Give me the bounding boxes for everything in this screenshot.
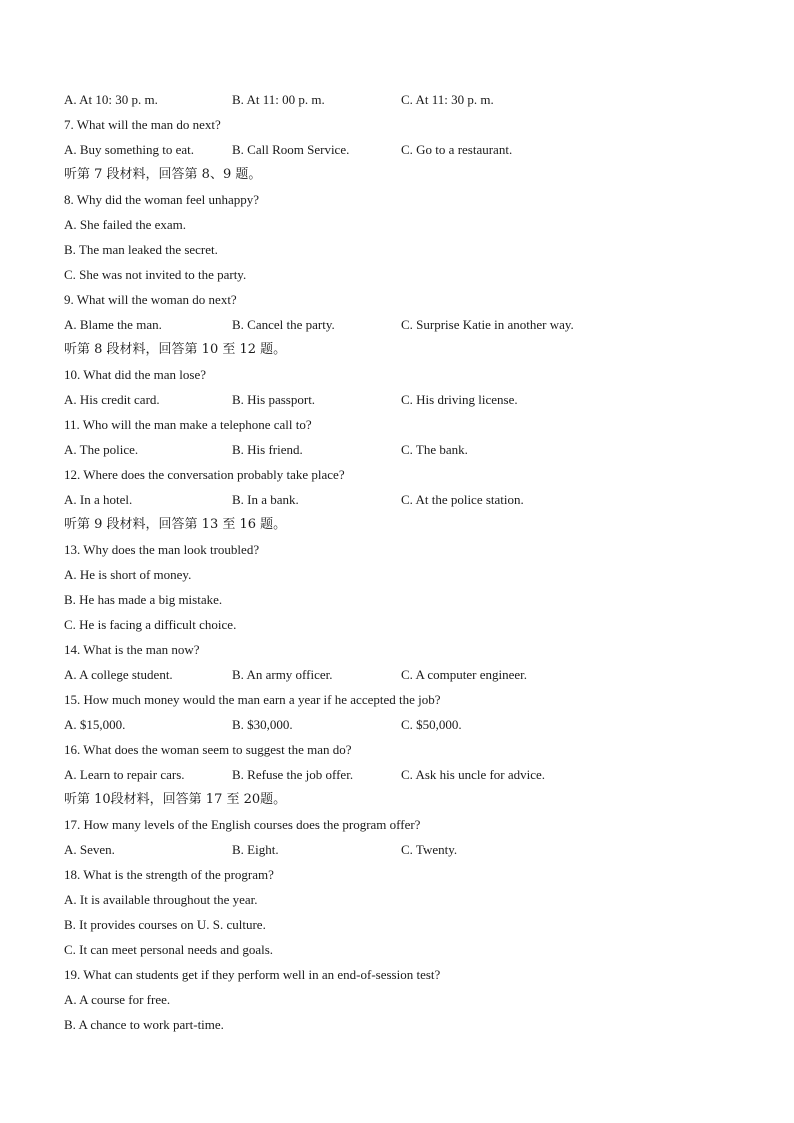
- answer-option: A. $15,000.: [64, 717, 126, 732]
- answer-option: B. At 11: 00 p. m.: [232, 92, 325, 107]
- section-instruction: 听第 10段材料，回答第 17 至 20题。: [64, 792, 287, 807]
- question-text: 19. What can students get if they perform well in an end-of-session test?: [64, 967, 441, 982]
- answer-option: A. In a hotel.: [64, 492, 133, 507]
- answer-option: C. Surprise Katie in another way.: [401, 317, 574, 332]
- answer-option: B. Call Room Service.: [232, 142, 350, 157]
- answer-option: A. Blame the man.: [64, 317, 162, 332]
- answer-option: B. He has made a big mistake.: [64, 592, 223, 607]
- answer-option: C. Go to a restaurant.: [401, 142, 513, 157]
- answer-option: A. A course for free.: [64, 992, 171, 1007]
- section-instruction: 听第 8 段材料，回答第 10 至 12 题。: [64, 342, 287, 357]
- question-text: 11. Who will the man make a telephone call to?: [64, 417, 312, 432]
- answer-option: C. The bank.: [401, 442, 468, 457]
- question-text: 14. What is the man now?: [64, 642, 200, 657]
- answer-option: A. His credit card.: [64, 392, 160, 407]
- answer-option: A. She failed the exam.: [64, 217, 187, 232]
- question-text: 12. Where does the conversation probably take place?: [64, 467, 345, 482]
- question-text: 8. Why did the woman feel unhappy?: [64, 192, 260, 207]
- answer-option: B. It provides courses on U. S. culture.: [64, 917, 266, 932]
- question-text: 16. What does the woman seem to suggest the man do?: [64, 742, 352, 757]
- answer-option: C. Twenty.: [401, 842, 458, 857]
- answer-option: B. Cancel the party.: [232, 317, 335, 332]
- answer-option: B. His passport.: [232, 392, 316, 407]
- answer-option: C. He is facing a difficult choice.: [64, 617, 237, 632]
- option-row: [64, 440, 744, 465]
- question-text: 9. What will the woman do next?: [64, 292, 237, 307]
- option-row: [64, 140, 744, 165]
- answer-option: A. Learn to repair cars.: [64, 767, 185, 782]
- answer-option: C. At 11: 30 p. m.: [401, 92, 494, 107]
- answer-option: B. Eight.: [232, 842, 279, 857]
- answer-option: A. At 10: 30 p. m.: [64, 92, 158, 107]
- answer-option: C. $50,000.: [401, 717, 462, 732]
- option-row: [64, 665, 744, 690]
- option-row: [64, 90, 744, 115]
- listening-questions: [64, 90, 744, 1040]
- question-text: 15. How much money would the man earn a year if he accepted the job?: [64, 692, 441, 707]
- answer-option: A. Buy something to eat.: [64, 142, 194, 157]
- answer-option: C. It can meet personal needs and goals.: [64, 942, 274, 957]
- answer-option: C. At the police station.: [401, 492, 524, 507]
- option-row: [64, 715, 744, 740]
- answer-option: A. The police.: [64, 442, 139, 457]
- answer-option: A. He is short of money.: [64, 567, 192, 582]
- section-instruction: 听第 7 段材料，回答第 8、9 题。: [64, 167, 262, 182]
- answer-option: B. Refuse the job offer.: [232, 767, 354, 782]
- answer-option: B. An army officer.: [232, 667, 333, 682]
- question-text: 7. What will the man do next?: [64, 117, 221, 132]
- question-text: 13. Why does the man look troubled?: [64, 542, 260, 557]
- option-row: [64, 315, 744, 340]
- question-text: 10. What did the man lose?: [64, 367, 207, 382]
- answer-option: B. His friend.: [232, 442, 303, 457]
- answer-option: B. The man leaked the secret.: [64, 242, 218, 257]
- option-row: [64, 840, 744, 865]
- option-row: [64, 390, 744, 415]
- answer-option: B. $30,000.: [232, 717, 293, 732]
- question-text: 18. What is the strength of the program?: [64, 867, 274, 882]
- option-row: [64, 490, 744, 515]
- section-instruction: 听第 9 段材料，回答第 13 至 16 题。: [64, 517, 287, 532]
- answer-option: C. His driving license.: [401, 392, 518, 407]
- answer-option: B. A chance to work part-time.: [64, 1017, 224, 1032]
- answer-option: A. Seven.: [64, 842, 115, 857]
- answer-option: A. A college student.: [64, 667, 173, 682]
- answer-option: B. In a bank.: [232, 492, 299, 507]
- option-row: [64, 765, 744, 790]
- question-text: 17. How many levels of the English courses does the program offer?: [64, 817, 421, 832]
- answer-option: C. Ask his uncle for advice.: [401, 767, 546, 782]
- answer-option: C. A computer engineer.: [401, 667, 528, 682]
- answer-option: A. It is available throughout the year.: [64, 892, 258, 907]
- answer-option: C. She was not invited to the party.: [64, 267, 247, 282]
